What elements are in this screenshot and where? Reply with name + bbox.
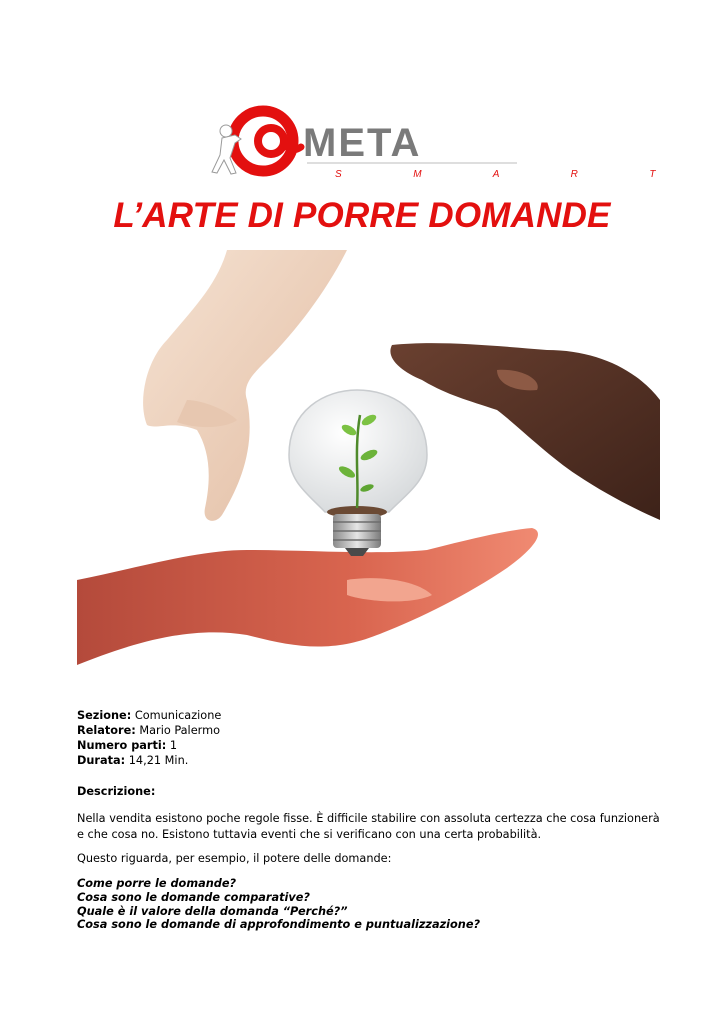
relatore-value: Mario Palermo — [139, 724, 221, 737]
dark-hand — [390, 343, 660, 520]
question-item: Come porre le domande? — [77, 877, 237, 890]
sezione-value: Comunicazione — [134, 709, 222, 722]
info-row-relatore — [77, 723, 221, 738]
meta-smart-logo — [205, 103, 678, 183]
at-ring-icon — [233, 111, 301, 171]
durata-value: 14,21 Min. — [128, 754, 189, 767]
description-heading: Descrizione: — [77, 785, 156, 798]
hero-image — [77, 250, 660, 690]
lightbulb-icon — [289, 390, 427, 556]
red-hand — [77, 528, 538, 665]
info-row-parti — [77, 738, 221, 753]
question-item: Cosa sono le domande di approfondimento e puntualizzazione? — [77, 918, 481, 932]
relatore-label: Relatore: — [77, 724, 136, 737]
course-info — [77, 708, 221, 768]
question-item: Cosa sono le domande comparative? — [77, 890, 310, 904]
info-row-sezione — [77, 708, 221, 723]
parti-label: Numero parti: — [77, 739, 167, 752]
description-paragraph-1: Nella vendita esistono poche regole fisse. È difficile stabilire con assoluta certezza che cosa funzionerà e che cosa no. Esistono tuttavia eventi che si verificano con una certa probabilità. — [77, 812, 660, 841]
question-item: Quale è il valore della domanda “Perché?” — [77, 904, 348, 918]
question-list — [77, 877, 480, 932]
logo-word: META — [303, 121, 422, 165]
parti-value: 1 — [169, 739, 178, 752]
page-title: L’ARTE DI PORRE DOMANDE — [113, 196, 611, 235]
sezione-label: Sezione: — [77, 709, 132, 722]
durata-label: Durata: — [77, 754, 126, 767]
info-row-durata — [77, 753, 221, 768]
logo-subword: S M A R T — [335, 169, 678, 180]
description-paragraph-2: Questo riguarda, per esempio, il potere delle domande: — [77, 852, 392, 865]
